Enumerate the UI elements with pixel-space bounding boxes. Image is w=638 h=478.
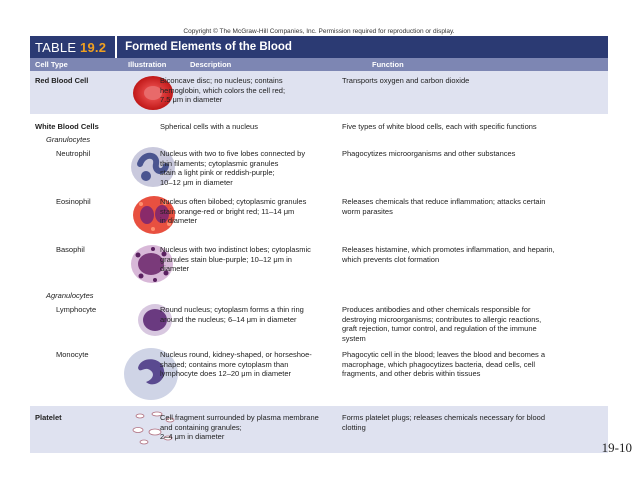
table-number: 19.2 [80, 39, 107, 55]
column-header-row [30, 58, 608, 71]
table-title: Formed Elements of the Blood [125, 41, 292, 53]
lymphocyte-function: Produces antibodies and other chemicals responsible for destroying microorganisms; contributes to allergic reactions, graft rejection, tumor control, and regulation of the immune system [342, 305, 542, 343]
lymphocyte-name: Lymphocyte [56, 305, 97, 314]
eosinophil-function: Releases chemicals that reduce inflammation; attacks certain worm parasites [342, 197, 546, 216]
rbc-description: Biconcave disc; no nucleus; contains hemoglobin, which colors the cell red; 7.5 μm in diameter [160, 76, 286, 104]
copyright-notice: Copyright © The McGraw-Hill Companies, Inc. Permission required for reproduction or display. [183, 28, 455, 35]
rbc-name: Red Blood Cell [35, 76, 89, 85]
neutrophil-description: Nucleus with two to five lobes connected by thin filaments; cytoplasmic granules stain a light pink or reddish-purple; 10–12 μm in diameter [160, 149, 306, 187]
wbc-description: Spherical cells with a nucleus [160, 122, 258, 131]
table-label: TABLE 19.2 [35, 39, 107, 55]
eosinophil-name: Eosinophil [56, 197, 91, 206]
monocyte-description: Nucleus round, kidney-shaped, or horseshoe- shaped; contains more cytoplasm than lymphocyte does 12–20 μm in diameter [160, 350, 312, 378]
lymphocyte-description: Round nucleus; cytoplasm forms a thin ring around the nucleus; 6–14 μm in diameter [160, 305, 304, 324]
agranulocytes-label: Agranulocytes [46, 291, 94, 300]
basophil-function: Releases histamine, which promotes inflammation, and heparin, which prevents clot formation [342, 245, 555, 264]
header-illustration: Illustration [128, 60, 167, 69]
basophil-name: Basophil [56, 245, 85, 254]
header-description: Description [190, 60, 232, 69]
neutrophil-function: Phagocytizes microorganisms and other substances [342, 149, 516, 158]
table-title-bar [30, 36, 608, 58]
header-cell-type: Cell Type [35, 60, 68, 69]
neutrophil-name: Neutrophil [56, 149, 91, 158]
page-number: 19-10 [601, 440, 632, 455]
header-function: Function [372, 60, 404, 69]
platelet-function: Forms platelet plugs; releases chemicals necessary for blood clotting [342, 413, 546, 432]
granulocytes-label: Granulocytes [46, 135, 91, 144]
monocyte-function: Phagocytic cell in the blood; leaves the blood and becomes a macrophage, which phagocytizes bacteria, dead cells, cell fragments, and other debris within tissues [342, 350, 546, 378]
eosinophil-description: Nucleus often bilobed; cytoplasmic granules stain orange-red or bright red; 11–14 μm in diameter [160, 197, 307, 225]
wbc-name: White Blood Cells [35, 122, 99, 131]
wbc-function: Five types of white blood cells, each with specific functions [342, 122, 537, 131]
monocyte-name: Monocyte [56, 350, 89, 359]
platelet-name: Platelet [35, 413, 62, 422]
platelet-description: Cell fragment surrounded by plasma membrane and containing granules; 2–4 μm in diameter [160, 413, 319, 441]
rbc-function: Transports oxygen and carbon dioxide [342, 76, 470, 85]
basophil-description: Nucleus with two indistinct lobes; cytoplasmic granules stain blue-purple; 10–12 μm in diameter [160, 245, 311, 273]
